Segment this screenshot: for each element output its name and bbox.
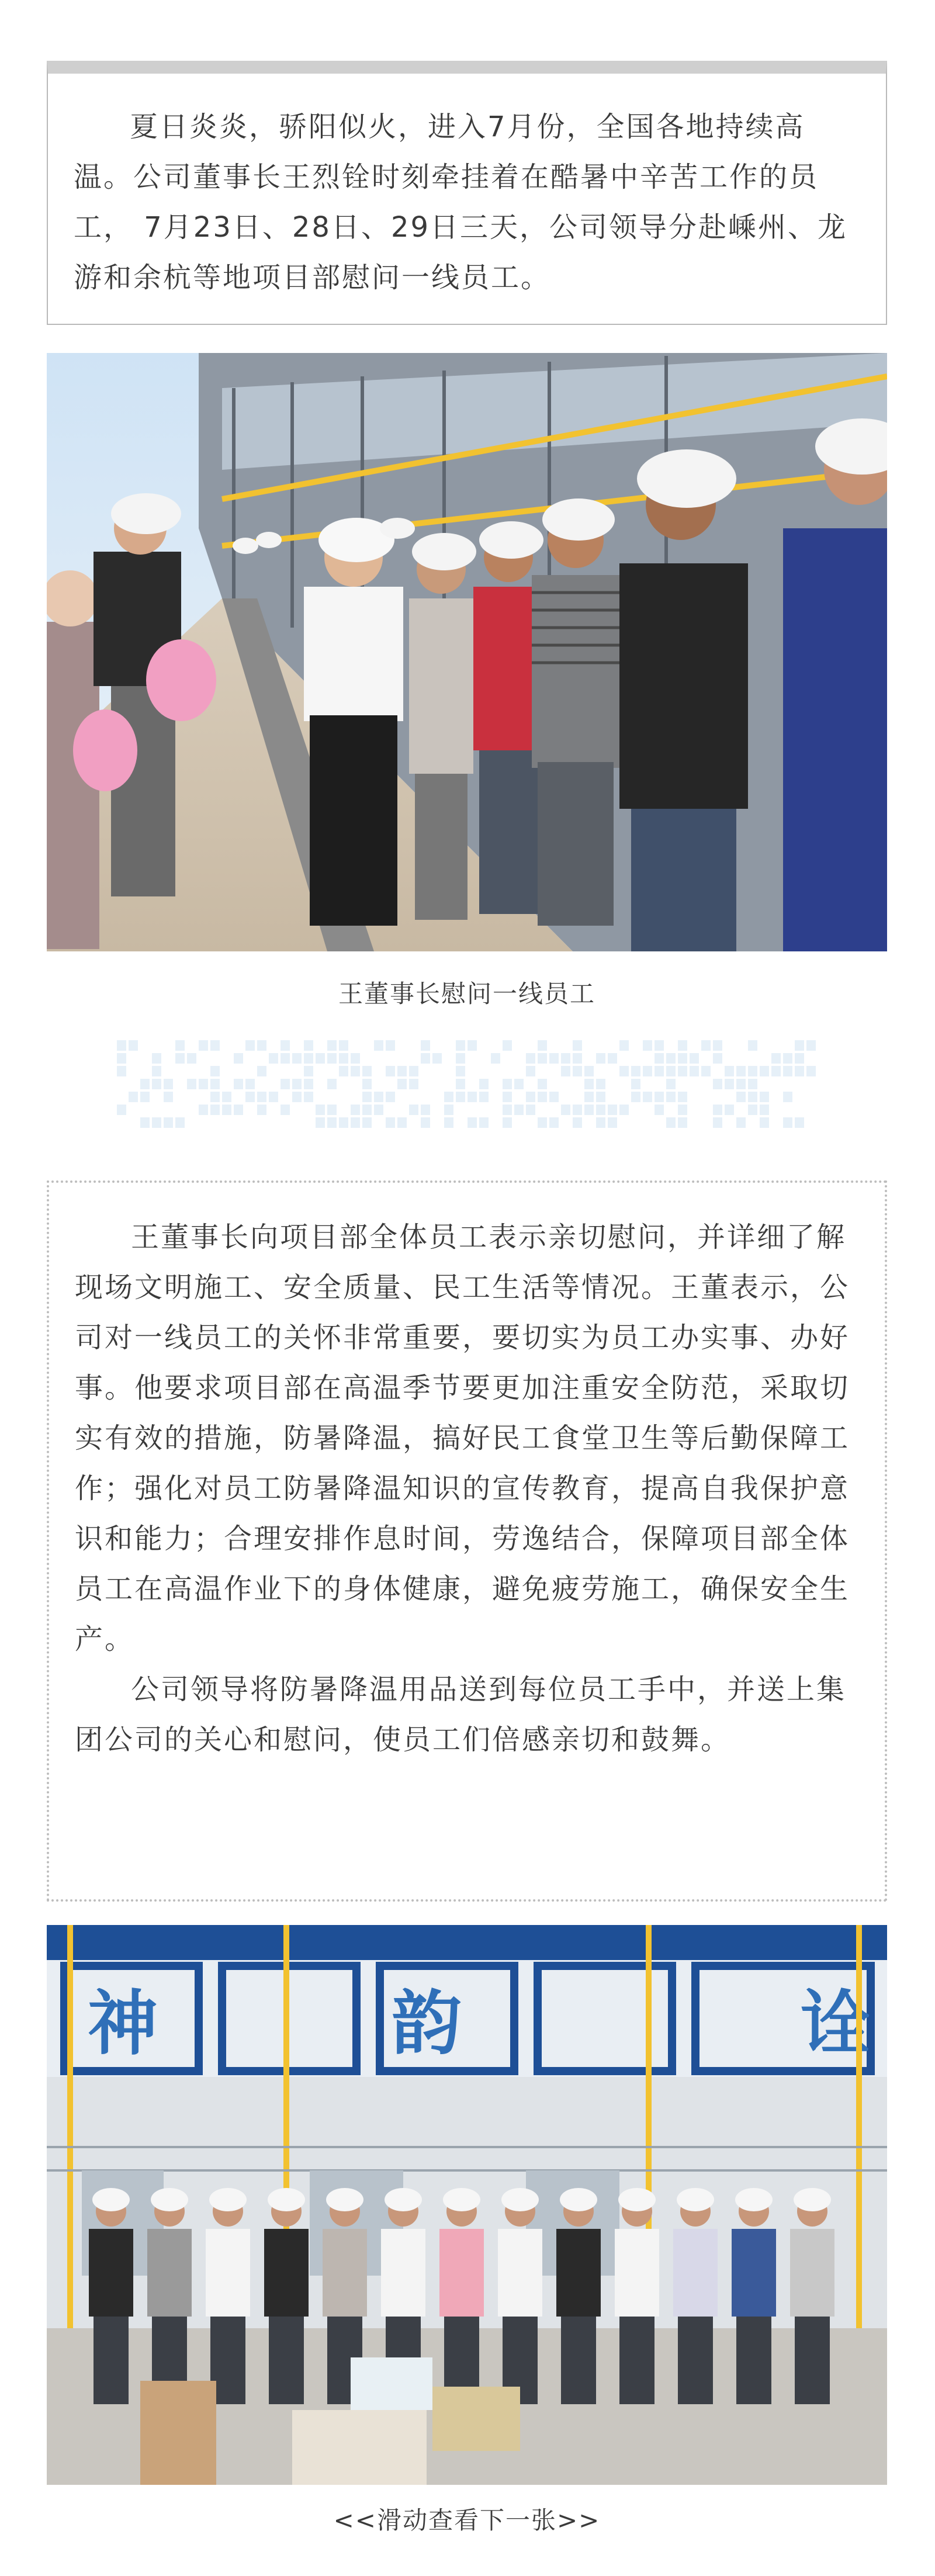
sign-char-1: 神: [88, 1983, 158, 2065]
intro-box: [47, 61, 887, 325]
photo-chairman-visiting-workers: [47, 353, 887, 951]
main-paragraph-1: 王董事长向项目部全体员工表示亲切慰问，并详细了解现场文明施工、安全质量、民工生活等情况。王董表示，公司对一线员工的关怀非常重要，要切实为员工办实事、办好事。他要求项目部在高温季节要更加注重安全防范，采取切实有效的措施，防暑降温，搞好民工食堂卫生等后勤保障工作；强化对员工防暑降温知识的宣传教育，提高自我保护意识和能力；合理安排作息时间，劳逸结合，保障项目部全体员工在高温作业下的身体健康，避免疲劳施工，确保安全生产。: [75, 1221, 850, 1656]
decorative-pixel-band: [117, 1040, 818, 1134]
sign-char-3: 诠: [801, 1983, 871, 2065]
main-paragraph-2: 公司领导将防暑降温用品送到每位员工手中，并送上集团公司的关心和慰问，使员工们倍感亲切和鼓舞。: [75, 1673, 847, 1756]
photo-1-caption: 王董事长慰问一线员工: [338, 979, 595, 1008]
main-text-box: [47, 1180, 887, 1902]
main-text: [75, 1212, 859, 1765]
intro-paragraph: 夏日炎炎，骄阳似火，进入7月份，全国各地持续高温。公司董事长王烈铨时刻牵挂着在酷暑中辛苦工作的员工， 7月23日、28日、29日三天，公司领导分赴嵊州、龙游和余杭等地项目部慰问一线员工。: [74, 110, 848, 294]
swipe-hint[interactable]: <<滑动查看下一张>>: [333, 2506, 601, 2535]
photo-1-illustration: [47, 353, 887, 951]
photo-2-illustration: [47, 1925, 887, 2485]
photo-group: [47, 1925, 887, 2485]
sign-char-2: 韵: [392, 1983, 462, 2065]
